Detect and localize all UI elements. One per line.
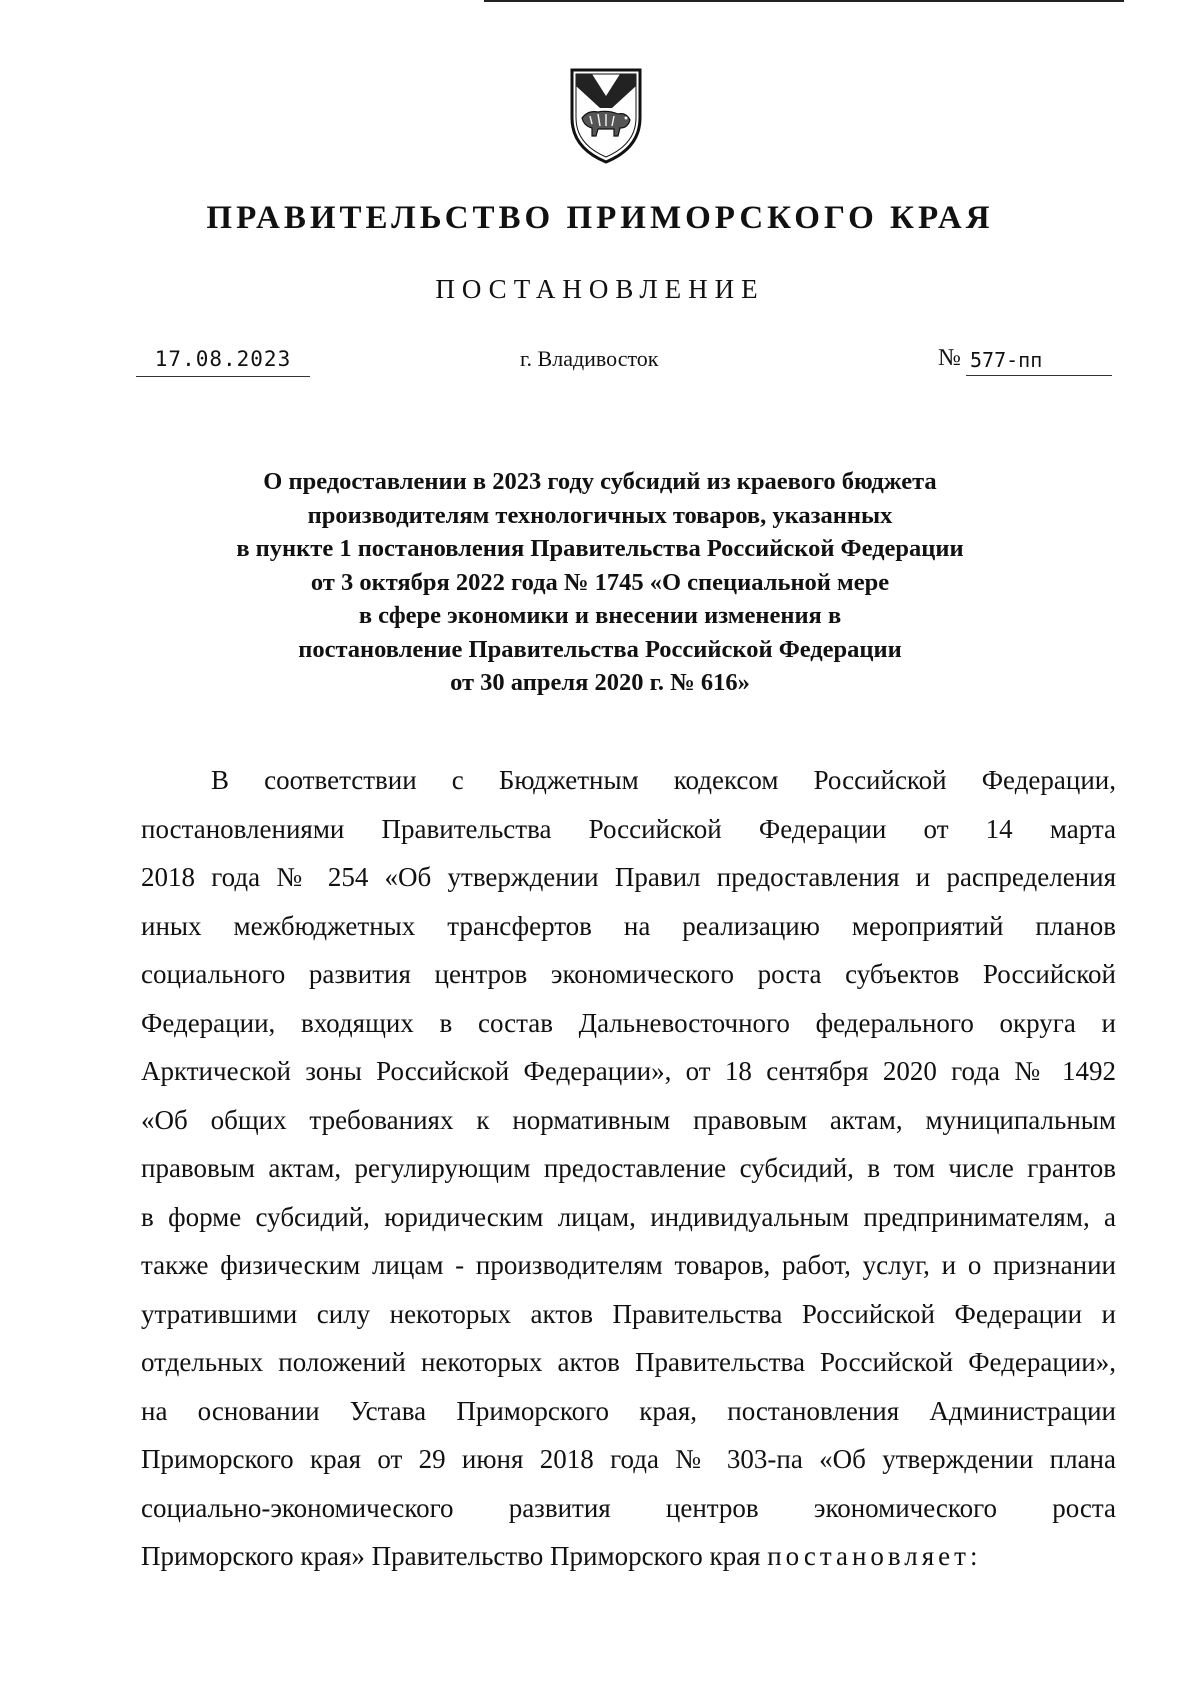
subject-line: от 3 октября 2022 года № 1745 «О специальной мере	[310, 568, 890, 596]
top-border-line	[484, 0, 1124, 2]
body-line: правовым актам, регулирующим предоставление субсидий, в том числе грантов	[141, 1153, 1116, 1183]
subject-line: в пункте 1 постановления Правительства Российской Федерации	[236, 535, 964, 562]
document-type: ПОСТАНОВЛЕНИЕ	[435, 274, 765, 304]
body-line: постановлениями Правительства Российской Федерации от 14 марта	[141, 813, 1116, 844]
document-number: 577-пп	[966, 344, 1112, 376]
body-line: иных межбюджетных трансфертов на реализацию мероприятий планов	[141, 910, 1116, 941]
body-line: социального развития центров экономического роста субъектов Российской	[141, 959, 1116, 989]
document-city: г. Владивосток	[520, 346, 659, 371]
body-line: также физическим лицам - производителям товаров, работ, услуг, и о признании	[141, 1250, 1116, 1280]
organization-title: ПРАВИТЕЛЬСТВО ПРИМОРСКОГО КРАЯ	[206, 200, 994, 236]
subject-line: постановление Правительства Российской Федерации	[298, 635, 902, 663]
body-line: на основании Устава Приморского края, постановления Администрации	[141, 1395, 1116, 1426]
body-line-final	[141, 1532, 1116, 1581]
body-line: Приморского края от 29 июня 2018 года № 303-па «Об утверждении плана	[141, 1444, 1116, 1474]
body-line: В соответствии с Бюджетным кодексом Российской Федерации,	[211, 765, 1116, 795]
final-line-text: Приморского края» Правительство Приморского края	[141, 1541, 761, 1571]
body-paragraph	[141, 756, 1116, 1581]
subject-line: от 30 апреля 2020 г. № 616»	[450, 669, 750, 696]
number-sign: №	[938, 345, 961, 371]
body-line: 2018 года № 254 «Об утверждении Правил предоставления и распределения	[141, 862, 1116, 892]
subject-line: О предоставлении в 2023 году субсидий из краевого бюджета	[263, 468, 937, 495]
coat-of-arms-icon	[568, 66, 644, 166]
body-line: в форме субсидий, юридическим лицам, индивидуальным предпринимателям, а	[141, 1201, 1116, 1232]
body-line: утратившими силу некоторых актов Правительства Российской Федерации и	[141, 1298, 1116, 1329]
body-line: Федерации, входящих в состав Дальневосточного федерального округа и	[141, 1007, 1116, 1038]
document-subject	[150, 465, 1050, 700]
resolution-keyword: постановляет:	[767, 1541, 982, 1571]
subject-line: в сфере экономики и внесении изменения в	[358, 602, 842, 629]
body-line: Арктической зоны Российской Федерации», от 18 сентября 2020 года № 1492	[141, 1056, 1116, 1086]
body-line: отдельных положений некоторых актов Правительства Российской Федерации»,	[141, 1347, 1116, 1377]
document-date: 17.08.2023	[136, 344, 310, 377]
body-line: «Об общих требованиях к нормативным правовым актам, муниципальным	[141, 1104, 1116, 1135]
body-line: социально-экономического развития центров экономического роста	[141, 1492, 1116, 1523]
subject-line: производителям технологичных товаров, указанных	[307, 501, 893, 529]
